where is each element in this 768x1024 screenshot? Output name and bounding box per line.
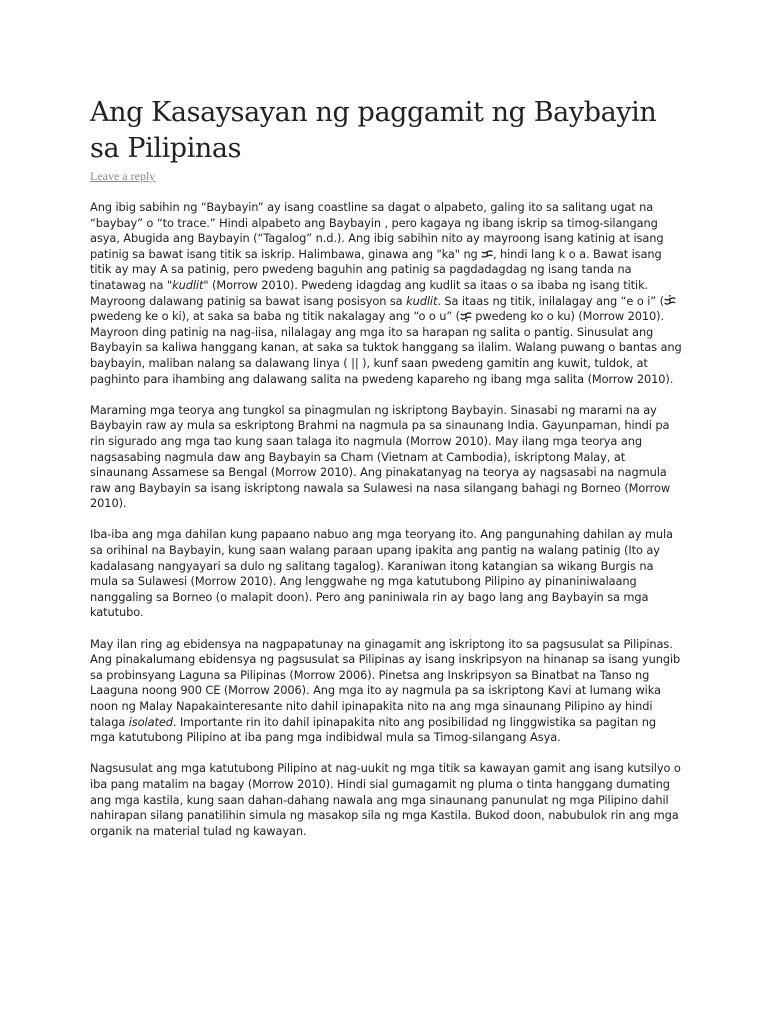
paragraph-1-text-e: pwedeng ke o ki), at saka sa baba ng titik nakalagay ang “o o u” ( xyxy=(90,309,461,324)
kudlit-term: kudlit xyxy=(172,277,204,292)
paragraph-1-text-c: " (Morrow 2010). Pwedeng idagdag ang kudlit sa itaas o sa ibaba ng isang titik. Mayroong dalawang patinig sa bawat isang posisyon sa xyxy=(90,277,649,308)
paragraph-1 xyxy=(90,200,682,387)
isolated-term: isolated xyxy=(128,714,173,729)
baybayin-ki-glyph-icon: ᜃᜒ xyxy=(663,293,676,308)
paragraph-1-text-a: Ang ibig sabihin ng “Baybayin” ay isang coastline sa dagat o alpabeto, galing ito sa salitang ugat na “baybay” o “to trace.” Hindi alpabeto ang Baybayin , pero kagaya ng ibang iskrip sa timog-silangang asya, Abugida ang Baybayin (“Tagalog” n.d.). Ang ibig sabihin nito ay mayroong isang katinig at isang patinig sa bawat isang titik sa iskrip. Halimbawa, ginawa ang "ka" ng xyxy=(90,200,664,261)
paragraph-4-text-a: May ilan ring ag ebidensya na nagpapatunay na ginagamit ang iskriptong ito sa pagsusulat sa Pilipinas. Ang pinakalumang ebidensya ng pagsusulat sa Pilipinas ay isang inskripsyon na hinanap sa isang yungib sa probinsyang Laguna sa Pilipinas (Morrow 2006). Pinetsa ang Inskripsyon sa Binatbat na Tanso ng Laaguna noong 900 CE (Morrow 2006). Ang mga ito ay nagmula pa sa iskriptong Kavi at lumang wika noon ng Malay Napakainteresante nito dahil ipinapakita nito na ang mga sinaunang Pilipino ay hindi talaga xyxy=(90,636,681,729)
paragraph-3: Iba-iba ang mga dahilan kung papaano nabuo ang mga teoryang ito. Ang pangunahing dahilan ay mula sa orihinal na Baybayin, kung saan walang paraan upang ipakita ang pantig na walang patinig (Ito ay kadalasang nangyayari sa dulo ng salitang tagalog). Karaniwan itong katangian sa wikang Burgis na mula sa Sulawesi (Morrow 2010). Ang lenggwahe ng mga katutubong Pilipino ay pinaniniwalaang nanggaling sa Borneo (o malapit doon). Pero ang paniniwala rin ay bago lang ang Baybayin sa mga katutubo. xyxy=(90,527,673,620)
paragraph-1-text-b: , hindi lang k o a. Bawat isang titik ay may A sa patinig, pero pwedeng baguhin ang patinig sa pagdadagdag ng isang tanda na tinatawag na " xyxy=(90,246,662,292)
paragraph-4-text-b: . Importante rin ito dahil ipinapakita nito ang posibilidad ng linggwistika sa pagitan ng mga katutubong Pilipino at iba pang mga indibidwal mula sa Timog-silangang Asya. xyxy=(90,714,656,745)
paragraph-5: Nagsusulat ang mga katutubong Pilipino at nag-uukit ng mga titik sa kawayan gamit ang isang kutsilyo o iba pang matalim na bagay (Morrow 2010). Hindi sial gumagamit ng pluma o tinta hanggang dumating ang mga kastila, kung saan dahan-dahang nawala ang mga sinaunang panunulat ng mga Pilipino dahil nahirapan silang panatilihin simula ng masakop sila ng mga Kastila. Bukod doon, nabubulok rin ang mga organik na material tulad ng kawayan. xyxy=(90,761,681,838)
baybayin-ka-glyph-icon: ᜃ xyxy=(481,246,493,261)
kudlit-term: kudlit xyxy=(406,293,438,308)
leave-a-reply-link[interactable]: Leave a reply xyxy=(90,169,156,183)
article-body xyxy=(90,200,682,839)
paragraph-2: Maraming mga teorya ang tungkol sa pinagmulan ng iskriptong Baybayin. Sinasabi ng marami na ay Baybayin raw ay mula sa eskriptong Brahmi na nagmula pa sa sinaunang India. Gayunpaman, hindi pa rin sigurado ang mga tao kung saan talaga ito nagmula (Morrow 2010). May ilang mga teorya ang nagsasabing nagmula daw ang Baybayin sa Cham (Vietnam at Cambodia), iskriptong Malay, at sinaunang Assamese sa Bengal (Morrow 2010). Ang pinakatanyag na teorya ay nagsasabi na nagmula raw ang Baybayin sa isang iskriptong nawala sa Sulawesi na nasa silangang bahagi ng Borneo (Morrow 2010). xyxy=(90,402,671,511)
paragraph-1-text-f: pwedeng ko o ku) (Morrow 2010). Mayroon ding patinig na nag-iisa, nilalagay ang mga ito sa harapan ng salita o pantig. Sinusulat ang Baybayin sa kaliwa hanggang kanan, at saka sa tuktok hanggang sa ilalim. Walang puwang o bantas ang baybayin, maliban nalang sa dalawang linya ( || ), kunf saan pwedeng gamitin ang kuwit, tuldok, at paghinto para ihambing ang dalawang salita na pwedeng kapareho ng ibang mga salita (Morrow 2010). xyxy=(90,309,682,386)
paragraph-4 xyxy=(90,637,682,746)
paragraph-1-text-d: . Sa itaas ng titik, inilalagay ang “e o i” ( xyxy=(437,293,664,308)
article xyxy=(90,95,682,855)
baybayin-ko-glyph-icon: ᜃᜓ xyxy=(460,309,472,324)
article-title: Ang Kasaysayan ng paggamit ng Baybayin sa Pilipinas xyxy=(90,97,657,164)
